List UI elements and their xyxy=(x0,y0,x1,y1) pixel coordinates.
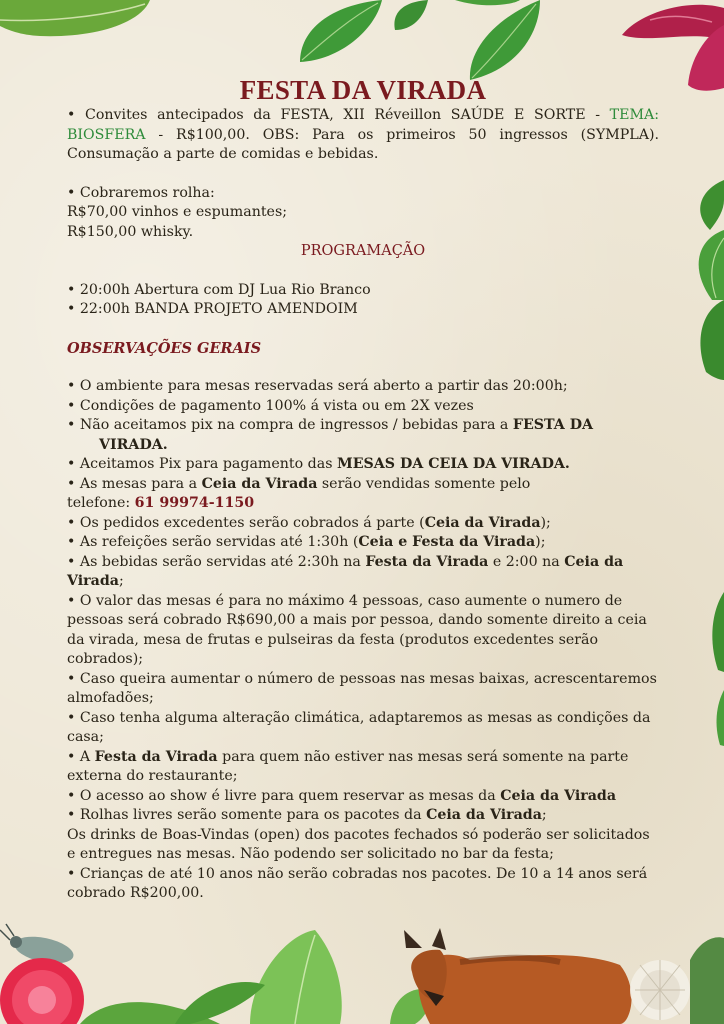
obs-line-3-cont: VIRADA. xyxy=(99,436,168,453)
obs-line-5: • As mesas para a Ceia da Virada serão vendidas somente pelo xyxy=(67,475,531,492)
plant-bottom-right-icon xyxy=(690,937,724,1024)
obs-phone-line: telefone: 61 99974-1150 xyxy=(67,495,255,511)
corkage-whisky: R$150,00 whisky. xyxy=(67,223,194,240)
obs-line-6: • Os pedidos excedentes serão cobrados á parte (Ceia da Virada); xyxy=(67,514,551,531)
invites-paragraph xyxy=(67,106,659,165)
leaf-right-4-icon xyxy=(712,592,724,672)
obs-line-11: • Caso tenha alguma alteração climática, adaptaremos as mesas as condições da casa; xyxy=(67,709,651,745)
leaf-right-2-icon xyxy=(699,230,724,300)
observations-title: OBSERVAÇÕES GERAIS xyxy=(67,339,262,357)
obs-line-14: • Rolhas livres serão somente para os pacotes da Ceia da Virada; xyxy=(67,807,547,823)
page-title: FESTA DA VIRADA xyxy=(239,75,487,105)
invites-prefix: • Convites antecipados da FESTA, XII Réveillon SAÚDE E SORTE - xyxy=(67,107,610,123)
theme-label: TEMA: BIOSFERA xyxy=(67,107,659,143)
dandelion-icon xyxy=(630,960,690,1020)
obs-line-12: • A Festa da Virada para quem não estiver nas mesas será somente na parte externa do restaurante; xyxy=(67,748,629,784)
obs-line-2: • Condições de pagamento 100% á vista ou em 2X vezes xyxy=(67,397,474,414)
obs-line-3: • Não aceitamos pix na compra de ingressos / bebidas para a FESTA DA xyxy=(67,417,594,433)
leaf-top-center-icon xyxy=(300,0,382,62)
invites-suffix: - R$100,00. OBS: Para os primeiros 50 ingressos (SYMPLA). Consumação a parte de comidas e bebidas. xyxy=(67,126,659,162)
leaf-right-1-icon xyxy=(700,180,724,230)
maned-wolf-icon xyxy=(404,928,632,1024)
program-item-1: • 20:00h Abertura com DJ Lua Rio Branco xyxy=(67,281,371,298)
obs-line-16: • Crianças de até 10 anos não serão cobradas nos pacotes. De 10 a 14 anos será cobrado R$200,00. xyxy=(67,865,648,901)
program-item-2: • 22:00h BANDA PROJETO AMENDOIM xyxy=(67,301,358,317)
obs-line-1: • O ambiente para mesas reservadas será aberto a partir das 20:00h; xyxy=(67,378,568,394)
leaf-bottom-center-icon xyxy=(250,930,342,1024)
obs-line-10: • Caso queira aumentar o número de pessoas nas mesas baixas, acrescentaremos almofadões; xyxy=(67,670,657,706)
obs-line-9: • O valor das mesas é para no máximo 4 pessoas, caso aumente o numero de pessoas será cobrado R$690,00 a mais por pessoa, dando somente direito a ceia da virada, mesa de frutas e pulseiras da festa (produtos excedentes serão cobrados); xyxy=(67,592,647,667)
corkage-wine: R$70,00 vinhos e espumantes; xyxy=(67,204,288,220)
obs-line-15: Os drinks de Boas-Vindas (open) dos pacotes fechados só poderão ser solicitados e entregues nas mesas. Não podendo ser solicitado no bar da festa; xyxy=(67,826,650,862)
leaf-right-3-icon xyxy=(700,300,724,380)
flyer-content xyxy=(67,74,659,904)
obs-line-7: • As refeições serão servidas até 1:30h (Ceia e Festa da Virada); xyxy=(67,534,546,550)
obs-line-8: • As bebidas serão servidas até 2:30h na Festa da Virada e 2:00 na Ceia da Virada; xyxy=(67,553,624,589)
program-title: PROGRAMAÇÃO xyxy=(300,243,426,259)
phone-number: 61 99974-1150 xyxy=(134,495,255,511)
obs-line-13: • O acesso ao show é livre para quem reservar as mesas da Ceia da Virada xyxy=(67,787,617,804)
leaf-top-small-icon xyxy=(394,0,428,30)
flower-top-right-icon xyxy=(622,5,724,40)
corkage-heading: • Cobraremos rolha: xyxy=(67,184,215,201)
leaf-right-5-icon xyxy=(717,690,724,746)
obs-line-4: • Aceitamos Pix para pagamento das MESAS DA CEIA DA VIRADA. xyxy=(67,456,570,472)
